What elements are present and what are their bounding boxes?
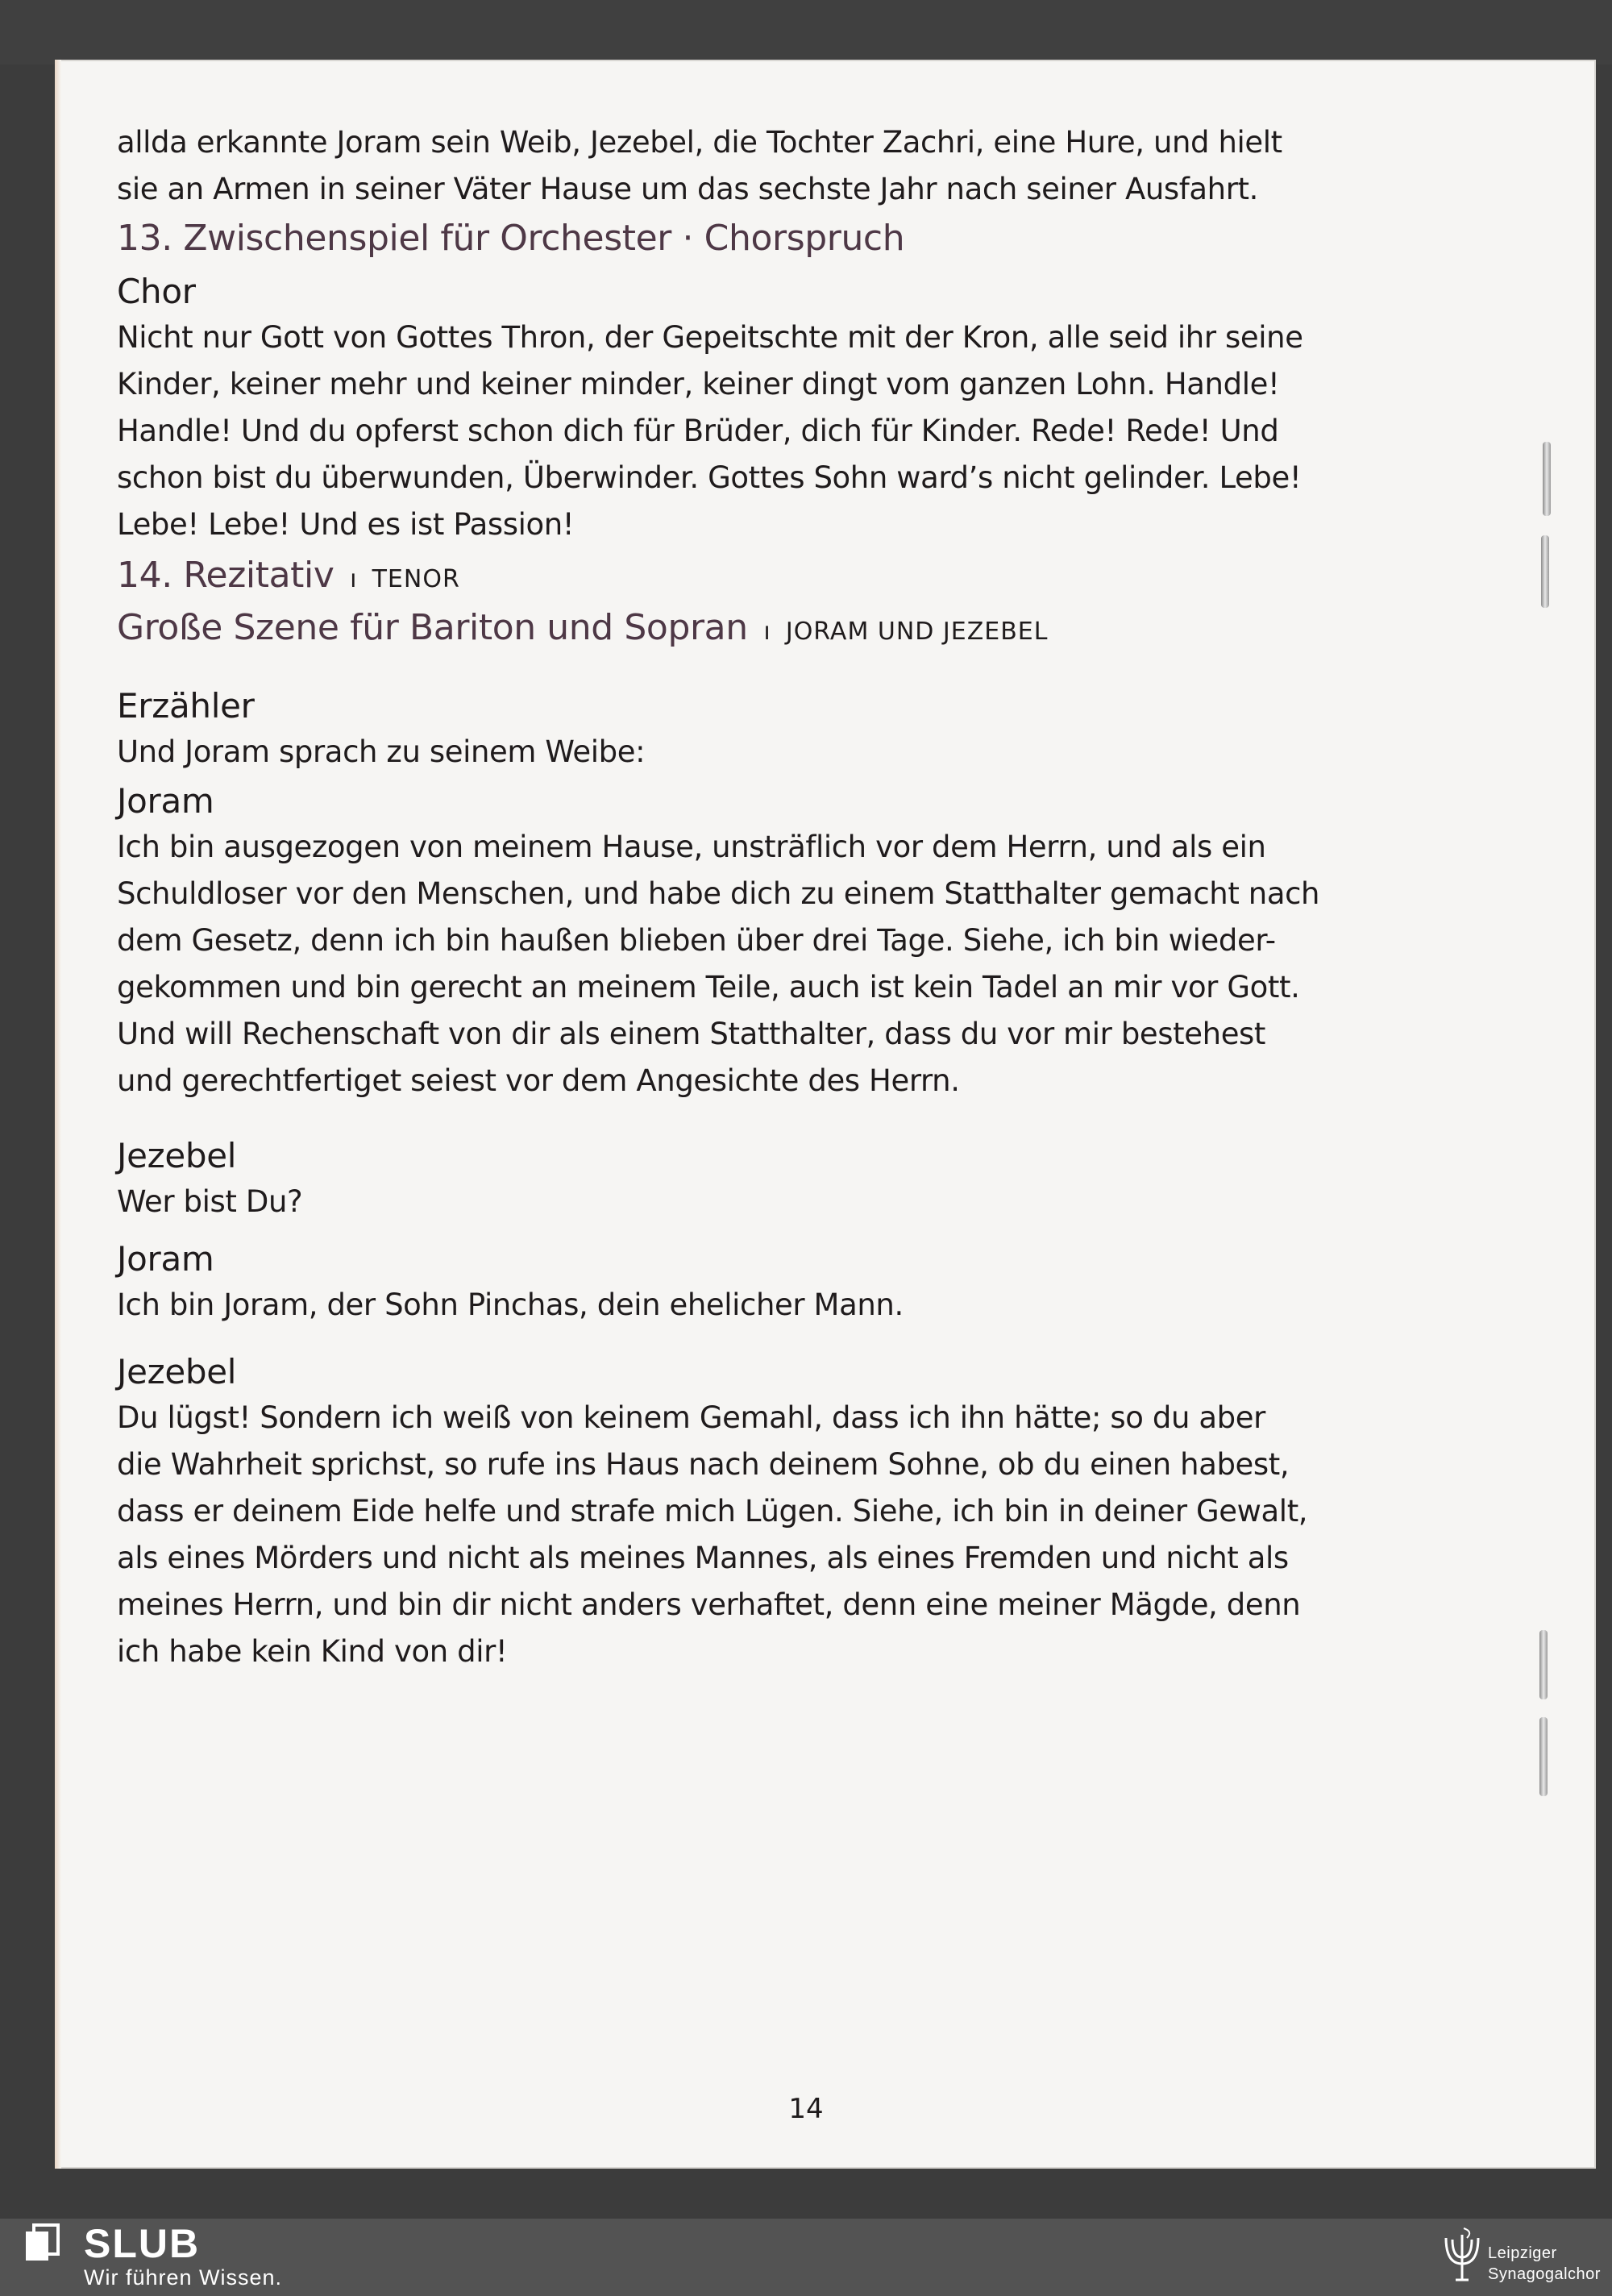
text-line: schon bist du überwunden, Überwinder. Gottes Sohn ward’s nicht gelinder. Lebe! xyxy=(117,460,1302,495)
text-line: meines Herrn, und bin dir nicht anders verhaftet, denn eine meiner Mägde, denn xyxy=(117,1587,1301,1622)
page-number: 14 xyxy=(788,2093,824,2125)
text-line: Und will Rechenschaft von dir als einem Statthalter, dass du vor mir bestehest xyxy=(117,1017,1266,1051)
voice-label: TENOR xyxy=(372,565,460,593)
voice-label: JORAM UND JEZEBEL xyxy=(785,618,1049,646)
speaker-erzaehler: Erzähler xyxy=(117,686,255,726)
speaker-chor: Chor xyxy=(117,272,196,311)
text-line: sie an Armen in seiner Väter Hause um das sechste Jahr nach seiner Ausfahrt. xyxy=(117,172,1259,206)
text-line: Lebe! Lebe! Und es ist Passion! xyxy=(117,507,575,542)
text-line: gekommen und bin gerecht an meinem Teile, auch ist kein Tadel an mir vor Gott. xyxy=(117,970,1300,1004)
subheading-title: Große Szene für Bariton und Sopran xyxy=(117,607,748,648)
section-13-heading: 13. Zwischenspiel für Orchester · Chorspruch xyxy=(117,218,905,259)
text-line: Und Joram sprach zu seinem Weibe: xyxy=(117,734,646,769)
staple-lower-a xyxy=(1539,1630,1548,1699)
speaker-jezebel: Jezebel xyxy=(117,1136,237,1175)
text-line: dem Gesetz, denn ich bin haußen blieben über drei Tage. Siehe, ich bin wieder- xyxy=(117,923,1276,958)
text-line: Kinder, keiner mehr und keiner minder, keiner dingt vom ganzen Lohn. Handle! xyxy=(117,367,1280,401)
section-14-title: 14. Rezitativ xyxy=(117,555,334,596)
joram-paragraph xyxy=(117,1282,1423,1329)
speaker-joram: Joram xyxy=(117,781,214,821)
section-14-heading xyxy=(117,551,1423,604)
staple-upper-b xyxy=(1541,535,1549,608)
choir-name[interactable] xyxy=(1488,2243,1601,2285)
text-line: dass er deinem Eide helfe und strafe mich Lügen. Siehe, ich bin in deiner Gewalt, xyxy=(117,1494,1308,1529)
text-line: Handle! Und du opferst schon dich für Brüder, dich für Kinder. Rede! Rede! Und xyxy=(117,414,1279,448)
staple-lower-b xyxy=(1539,1717,1548,1796)
text-line: Schuldloser vor den Menschen, und habe dich zu einem Statthalter gemacht nach xyxy=(117,876,1320,911)
text-line: Ich bin Joram, der Sohn Pinchas, dein ehelicher Mann. xyxy=(117,1287,904,1322)
choir-name-line: Synagogalchor xyxy=(1488,2265,1601,2283)
text-line: Ich bin ausgezogen von meinem Hause, unsträflich vor dem Herrn, und als ein xyxy=(117,830,1266,864)
slub-wordmark[interactable]: SLUB xyxy=(84,2221,201,2266)
text-line: Wer bist Du? xyxy=(117,1184,303,1219)
text-line: und gerechtfertiget seiest vor dem Angesichte des Herrn. xyxy=(117,1063,960,1098)
text-line: ich habe kein Kind von dir! xyxy=(117,1634,508,1669)
slub-tagline: Wir führen Wissen. xyxy=(84,2265,283,2290)
text-line: die Wahrheit sprichst, so rufe ins Haus nach deinem Sohne, ob du einen habest, xyxy=(117,1447,1290,1482)
menorah-logo-icon[interactable] xyxy=(1440,2227,1485,2285)
jezebel-paragraph xyxy=(117,1395,1423,1675)
jezebel-paragraph xyxy=(117,1179,1423,1225)
scan-background xyxy=(0,0,1612,64)
erzaehler-paragraph xyxy=(117,729,1423,776)
separator: ı xyxy=(763,618,771,646)
section-14-subheading xyxy=(117,604,1423,656)
page-content xyxy=(117,119,1423,1675)
intro-paragraph xyxy=(117,119,1423,213)
text-line: Du lügst! Sondern ich weiß von keinem Gemahl, dass ich ihn hätte; so du aber xyxy=(117,1400,1265,1435)
joram-paragraph xyxy=(117,824,1423,1104)
text-line: Nicht nur Gott von Gottes Thron, der Gepeitschte mit der Kron, alle seid ihr seine xyxy=(117,320,1303,355)
speaker-joram: Joram xyxy=(117,1239,214,1279)
text-line: als eines Mörders und nicht als meines Mannes, als eines Fremden und nicht als xyxy=(117,1541,1289,1575)
page-edge xyxy=(55,60,61,2169)
staple-upper-a xyxy=(1543,442,1551,516)
chor-paragraph xyxy=(117,314,1423,548)
choir-name-line: Leipziger xyxy=(1488,2244,1557,2262)
separator: ı xyxy=(350,565,357,593)
slub-logo-icon[interactable] xyxy=(23,2223,63,2264)
speaker-jezebel: Jezebel xyxy=(117,1352,237,1391)
text-line: allda erkannte Joram sein Weib, Jezebel, die Tochter Zachri, eine Hure, und hielt xyxy=(117,125,1282,160)
